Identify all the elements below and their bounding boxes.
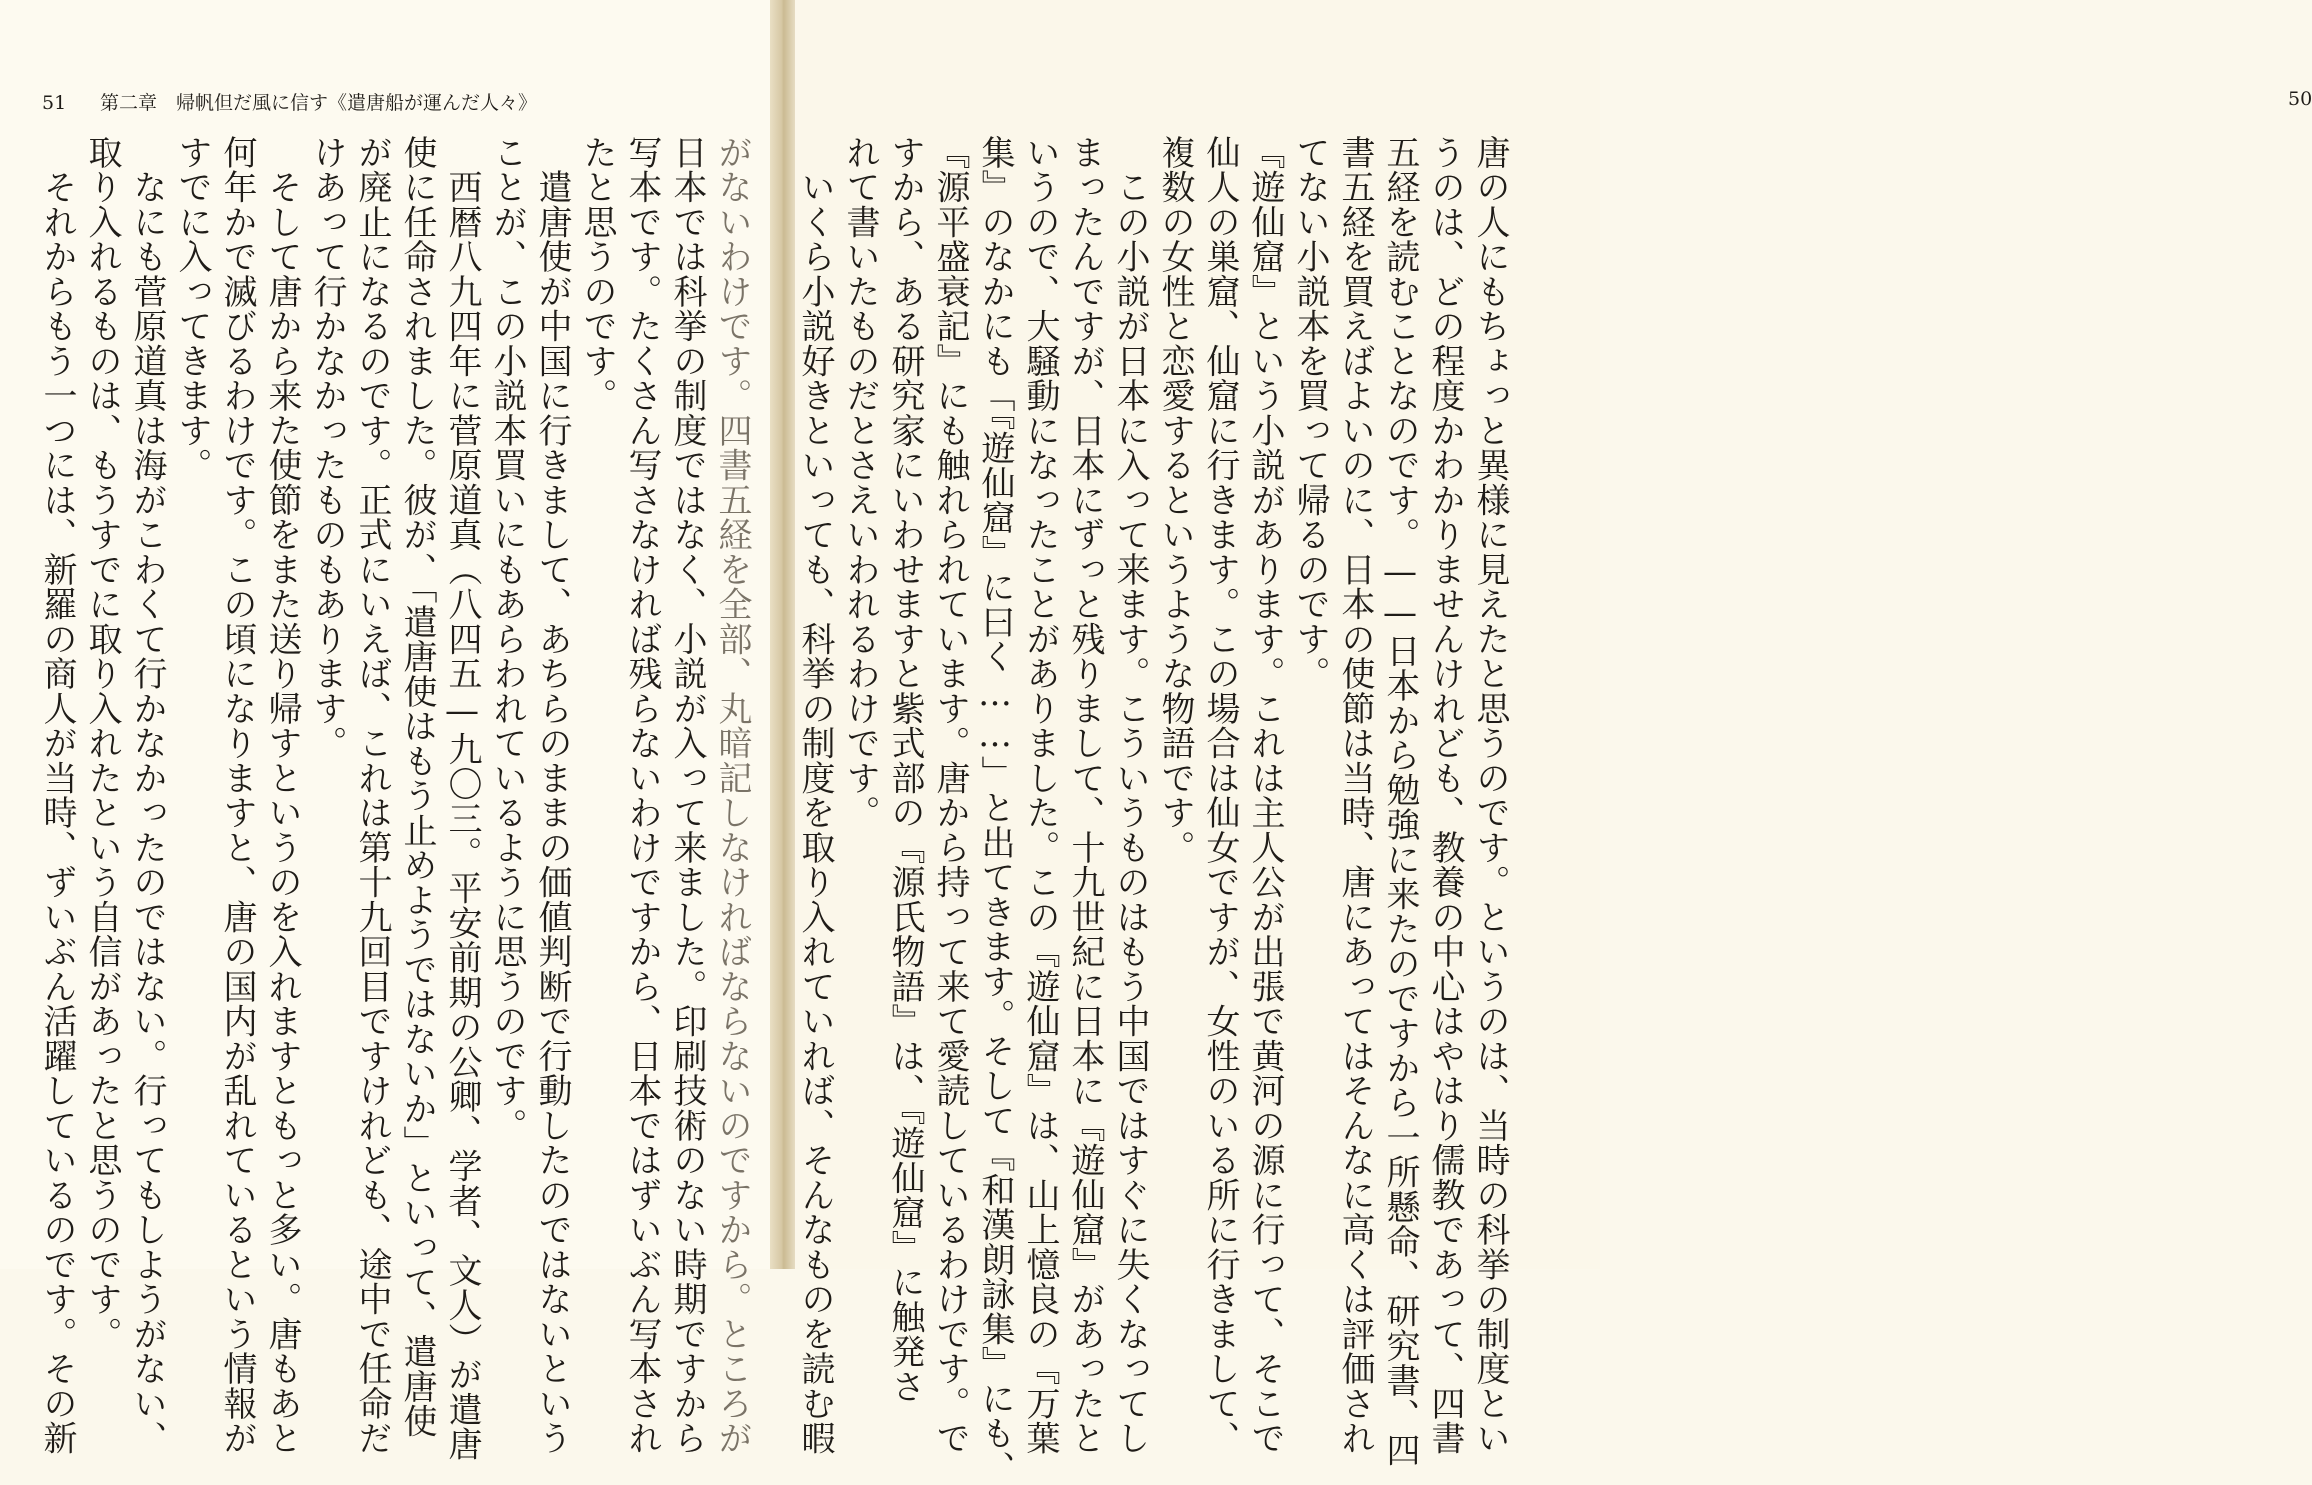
text-column: まったんですが、日本にずっと残りまして、十九世紀に日本に『遊仙窟』があったと	[1065, 135, 1105, 1456]
text-column: 複数の女性と恋愛するというような物語です。	[1155, 135, 1195, 865]
text-column: いうので、大騒動になったことがありました。この『遊仙窟』は、山上憶良の『万葉	[1020, 135, 1060, 1456]
text-column: すから、ある研究家にいわせますと紫式部の『源氏物語』は、『遊仙窟』に触発さ	[885, 135, 925, 1404]
text-column: この小説が日本に入って来ます。こういうものはもう中国ではすぐに失くなってし	[1110, 135, 1150, 1456]
text-column: 何年かで滅びるわけです。この頃になりますと、唐の国内が乱れているという情報が	[217, 135, 257, 1456]
text-column: すでに入ってきます。	[172, 135, 212, 483]
text-column: 使に任命されました。彼が、「遣唐使はもう止めようではないか」といって、遣唐使	[397, 135, 437, 1439]
text-column: けあって行かなかったものもあります。	[307, 135, 347, 761]
text-column: いくら小説好きといっても、科挙の制度を取り入れていれば、そんなものを読む暇	[795, 135, 835, 1456]
text-column: れて書いたものだとさえいわれるわけです。	[840, 135, 880, 830]
text-column: なにも菅原道真は海がこわくて行かなかったのではない。行ってもしようがない、	[127, 135, 167, 1456]
running-header	[42, 88, 537, 115]
text-column: うのは、どの程度かわかりませんけれども、教養の中心はやはり儒教であって、四書	[1425, 135, 1465, 1456]
text-column: がないわけです。四書五経を全部、丸暗記しなければならないのですから。ところが	[712, 135, 752, 1456]
text-column: てない小説本を買って帰るのです。	[1290, 135, 1330, 691]
text-column: 取り入れるものは、もうすでに取り入れたという自信があったと思うのです。	[82, 135, 122, 1352]
text-column: そして唐から来た使節をまた送り帰すというのを入れますともっと多い。唐もあと	[262, 135, 302, 1456]
text-column: 遣唐使が中国に行きまして、あちらのままの価値判断で行動したのではないという	[532, 135, 572, 1456]
text-column: 西暦八九四年に菅原道真（八四五—九〇三。平安前期の公卿、学者、文人）が遣唐	[442, 135, 482, 1462]
text-column: 『遊仙窟』という小説があります。これは主人公が出張で黄河の源に行って、そこで	[1245, 135, 1285, 1456]
text-column: 写本です。たくさん写さなければ残らないわけですから、日本ではずいぶん写本され	[622, 135, 662, 1456]
text-column: 日本では科挙の制度ではなく、小説が入って来ました。印刷技術のない時期ですから	[667, 135, 707, 1456]
page-number: 50	[2288, 88, 2312, 110]
text-column: 唐の人にもちょっと異様に見えたと思うのです。というのは、当時の科挙の制度とい	[1470, 135, 1510, 1456]
text-column: ことが、この小説本買いにもあらわれているように思うのです。	[487, 135, 527, 1143]
text-column: 五経を読むことなのです。——日本から勉強に来たのですから一所懸命、研究書、四	[1380, 135, 1420, 1468]
text-column: 『源平盛衰記』にも触れられています。唐から持って来て愛読しているわけです。で	[930, 135, 970, 1456]
text-column: たと思うのです。	[577, 135, 617, 413]
text-column: それからもう一つには、新羅の商人が当時、ずいぶん活躍しているのです。その新	[37, 135, 77, 1456]
book-gutter	[770, 0, 795, 1269]
text-column: 書五経を買えばよいのに、日本の使節は当時、唐にあってはそんなに高くは評価され	[1335, 135, 1375, 1456]
text-column: 集』のなかにも「『遊仙窟』に曰く……」と出てきます。そして『和漢朗詠集』にも、	[975, 135, 1015, 1485]
running-head-title: 第二章 帰帆但だ風に信す《遣唐船が運んだ人々》	[100, 92, 538, 114]
page-number: 51	[42, 92, 67, 114]
text-column: が廃止になるのです。正式にいえば、これは第十九回目ですけれども、途中で任命だ	[352, 135, 392, 1456]
text-column: 仙人の巣窟、仙窟に行きます。この場合は仙女ですが、女性のいる所に行きまして、	[1200, 135, 1240, 1456]
